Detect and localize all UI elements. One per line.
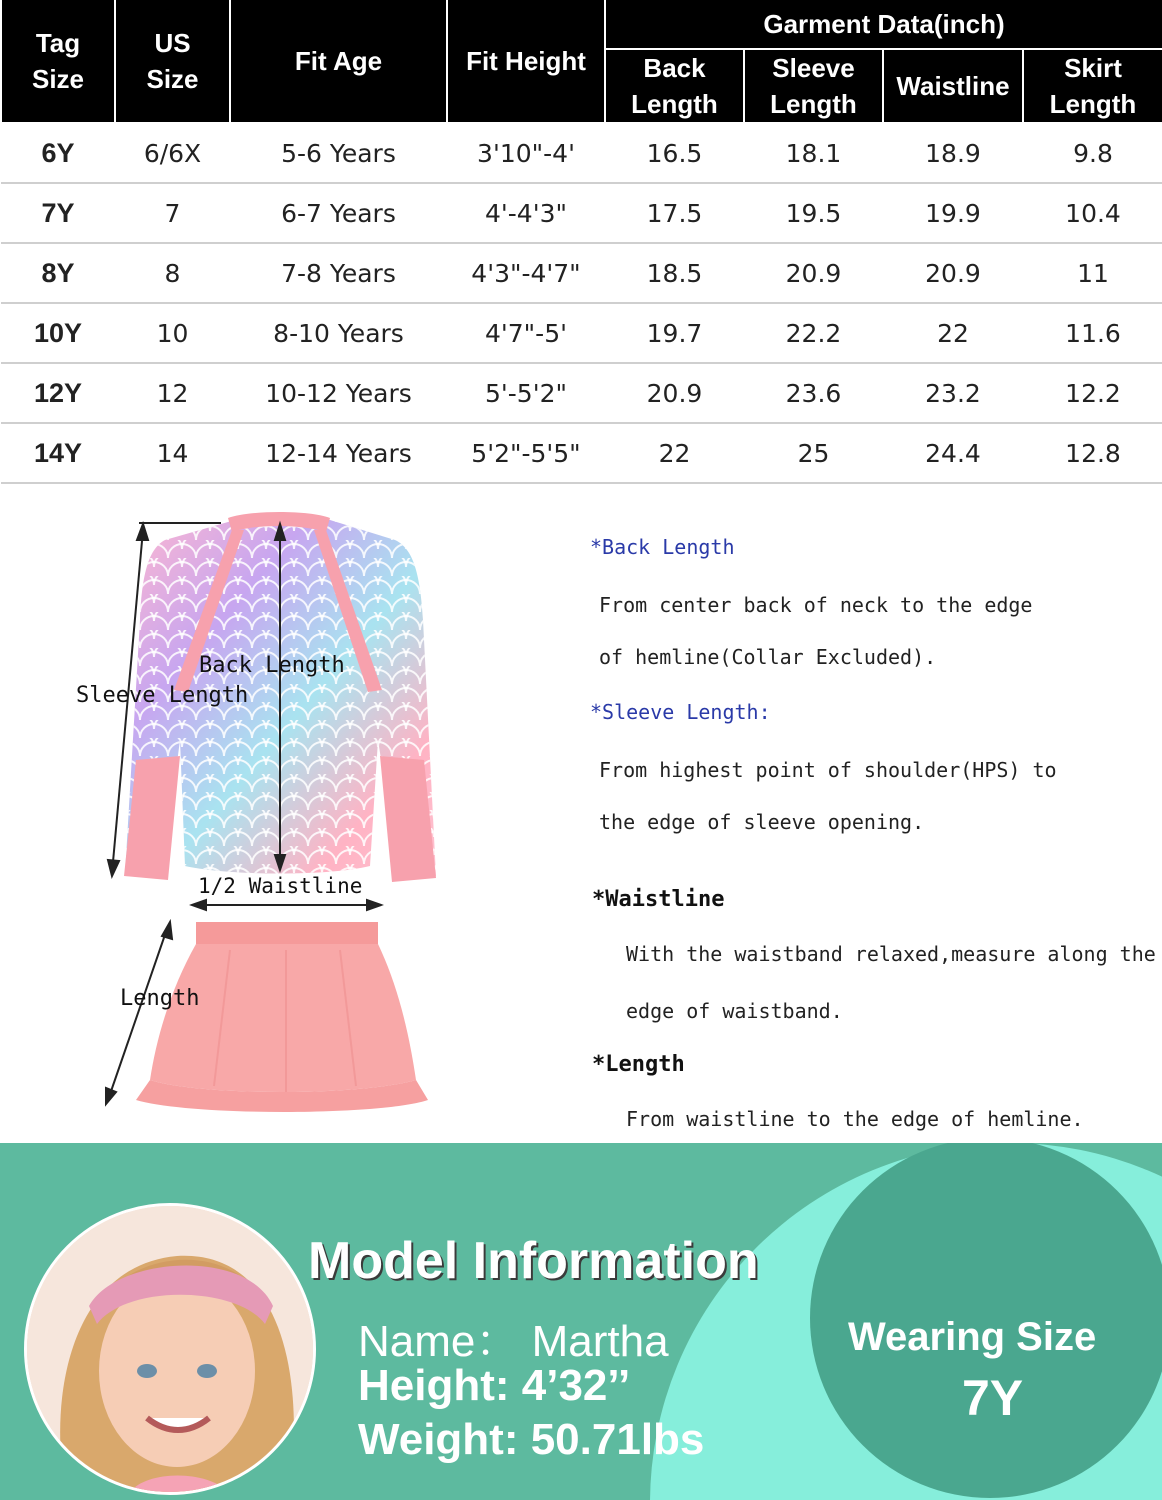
cell-waistline: 23.2 bbox=[883, 363, 1023, 423]
model-height: Height: 4’32’’ bbox=[358, 1361, 631, 1410]
diagram-back-length-label: Back Length bbox=[199, 653, 345, 678]
header-skirt-length: Skirt Length bbox=[1023, 49, 1162, 123]
cell-fit-height: 4'7"-5' bbox=[447, 303, 605, 363]
table-row bbox=[1, 303, 1162, 363]
cell-waistline: 22 bbox=[883, 303, 1023, 363]
garment-illustration bbox=[0, 480, 560, 1145]
table-row bbox=[1, 243, 1162, 303]
cell-fit-height: 5'2"-5'5" bbox=[447, 423, 605, 483]
cell-back-length: 20.9 bbox=[605, 363, 744, 423]
cell-fit-height: 5'-5'2" bbox=[447, 363, 605, 423]
cell-skirt-length: 10.4 bbox=[1023, 183, 1162, 243]
wearing-size-value: 7Y bbox=[962, 1370, 1024, 1426]
length-text-line1: From waistline to the edge of hemline. bbox=[626, 1107, 1084, 1131]
cell-skirt-length: 12.2 bbox=[1023, 363, 1162, 423]
diagram-waistline-label: 1/2 Waistline bbox=[198, 874, 363, 898]
cell-fit-age: 8-10 Years bbox=[230, 303, 447, 363]
cell-fit-height: 4'3"-4'7" bbox=[447, 243, 605, 303]
cell-sleeve-length: 23.6 bbox=[744, 363, 883, 423]
table-row bbox=[1, 423, 1162, 483]
length-heading: *Length bbox=[592, 1052, 685, 1077]
table-row bbox=[1, 183, 1162, 243]
cell-skirt-length: 11.6 bbox=[1023, 303, 1162, 363]
cell-fit-age: 5-6 Years bbox=[230, 123, 447, 183]
cell-sleeve-length: 22.2 bbox=[744, 303, 883, 363]
cell-skirt-length: 11 bbox=[1023, 243, 1162, 303]
cell-us-size: 12 bbox=[115, 363, 230, 423]
waistline-heading: *Waistline bbox=[592, 887, 725, 912]
model-info-heading: Model Information bbox=[308, 1232, 759, 1290]
diagram-length-label: Length bbox=[120, 986, 200, 1011]
cell-us-size: 6/6X bbox=[115, 123, 230, 183]
size-chart-table bbox=[0, 0, 1162, 484]
sleeve-length-text-line2: the edge of sleeve opening. bbox=[599, 810, 925, 834]
cell-fit-age: 12-14 Years bbox=[230, 423, 447, 483]
model-info-banner bbox=[0, 1143, 1162, 1500]
cell-waistline: 19.9 bbox=[883, 183, 1023, 243]
header-garment-data: Garment Data(inch) bbox=[605, 0, 1162, 49]
cell-back-length: 19.7 bbox=[605, 303, 744, 363]
wearing-size-label: Wearing Size bbox=[848, 1315, 1097, 1359]
header-fit-height: Fit Height bbox=[447, 0, 605, 123]
cell-sleeve-length: 18.1 bbox=[744, 123, 883, 183]
cell-back-length: 17.5 bbox=[605, 183, 744, 243]
back-length-text-line2: of hemline(Collar Excluded). bbox=[599, 645, 937, 669]
size-table-body bbox=[1, 123, 1162, 483]
back-length-text-line1: From center back of neck to the edge bbox=[599, 593, 1033, 617]
model-photo bbox=[24, 1203, 316, 1495]
model-weight: Weight: 50.71lbs bbox=[358, 1415, 705, 1464]
waistline-text-line2: edge of waistband. bbox=[626, 999, 843, 1023]
cell-skirt-length: 12.8 bbox=[1023, 423, 1162, 483]
cell-tag-size: 12Y bbox=[1, 363, 115, 423]
header-waistline: Waistline bbox=[883, 49, 1023, 123]
cell-fit-height: 4'-4'3" bbox=[447, 183, 605, 243]
cell-fit-height: 3'10"-4' bbox=[447, 123, 605, 183]
table-row bbox=[1, 363, 1162, 423]
sleeve-length-heading: *Sleeve Length: bbox=[590, 700, 771, 724]
cell-us-size: 14 bbox=[115, 423, 230, 483]
cell-back-length: 16.5 bbox=[605, 123, 744, 183]
cell-sleeve-length: 19.5 bbox=[744, 183, 883, 243]
header-back-length: Back Length bbox=[605, 49, 744, 123]
header-tag-size: Tag Size bbox=[1, 0, 115, 123]
cell-back-length: 22 bbox=[605, 423, 744, 483]
model-name: Name： Martha bbox=[358, 1317, 669, 1366]
waistline-text-line1: With the waistband relaxed,measure along the bbox=[626, 942, 1156, 966]
cell-us-size: 8 bbox=[115, 243, 230, 303]
cell-tag-size: 7Y bbox=[1, 183, 115, 243]
cell-back-length: 18.5 bbox=[605, 243, 744, 303]
cell-fit-age: 10-12 Years bbox=[230, 363, 447, 423]
cell-us-size: 10 bbox=[115, 303, 230, 363]
header-us-size: US Size bbox=[115, 0, 230, 123]
skort-skirt bbox=[136, 922, 428, 1112]
back-length-heading: *Back Length bbox=[590, 535, 735, 559]
cell-tag-size: 6Y bbox=[1, 123, 115, 183]
table-row bbox=[1, 123, 1162, 183]
cell-waistline: 18.9 bbox=[883, 123, 1023, 183]
cell-sleeve-length: 20.9 bbox=[744, 243, 883, 303]
cell-waistline: 24.4 bbox=[883, 423, 1023, 483]
cell-tag-size: 8Y bbox=[1, 243, 115, 303]
header-sleeve-length: Sleeve Length bbox=[744, 49, 883, 123]
diagram-sleeve-length-label: Sleeve Length bbox=[76, 683, 249, 708]
sleeve-length-text-line1: From highest point of shoulder(HPS) to bbox=[599, 758, 1057, 782]
header-fit-age: Fit Age bbox=[230, 0, 447, 123]
cell-fit-age: 6-7 Years bbox=[230, 183, 447, 243]
cell-fit-age: 7-8 Years bbox=[230, 243, 447, 303]
cell-tag-size: 14Y bbox=[1, 423, 115, 483]
cell-waistline: 20.9 bbox=[883, 243, 1023, 303]
cell-us-size: 7 bbox=[115, 183, 230, 243]
cell-tag-size: 10Y bbox=[1, 303, 115, 363]
cell-sleeve-length: 25 bbox=[744, 423, 883, 483]
cell-skirt-length: 9.8 bbox=[1023, 123, 1162, 183]
